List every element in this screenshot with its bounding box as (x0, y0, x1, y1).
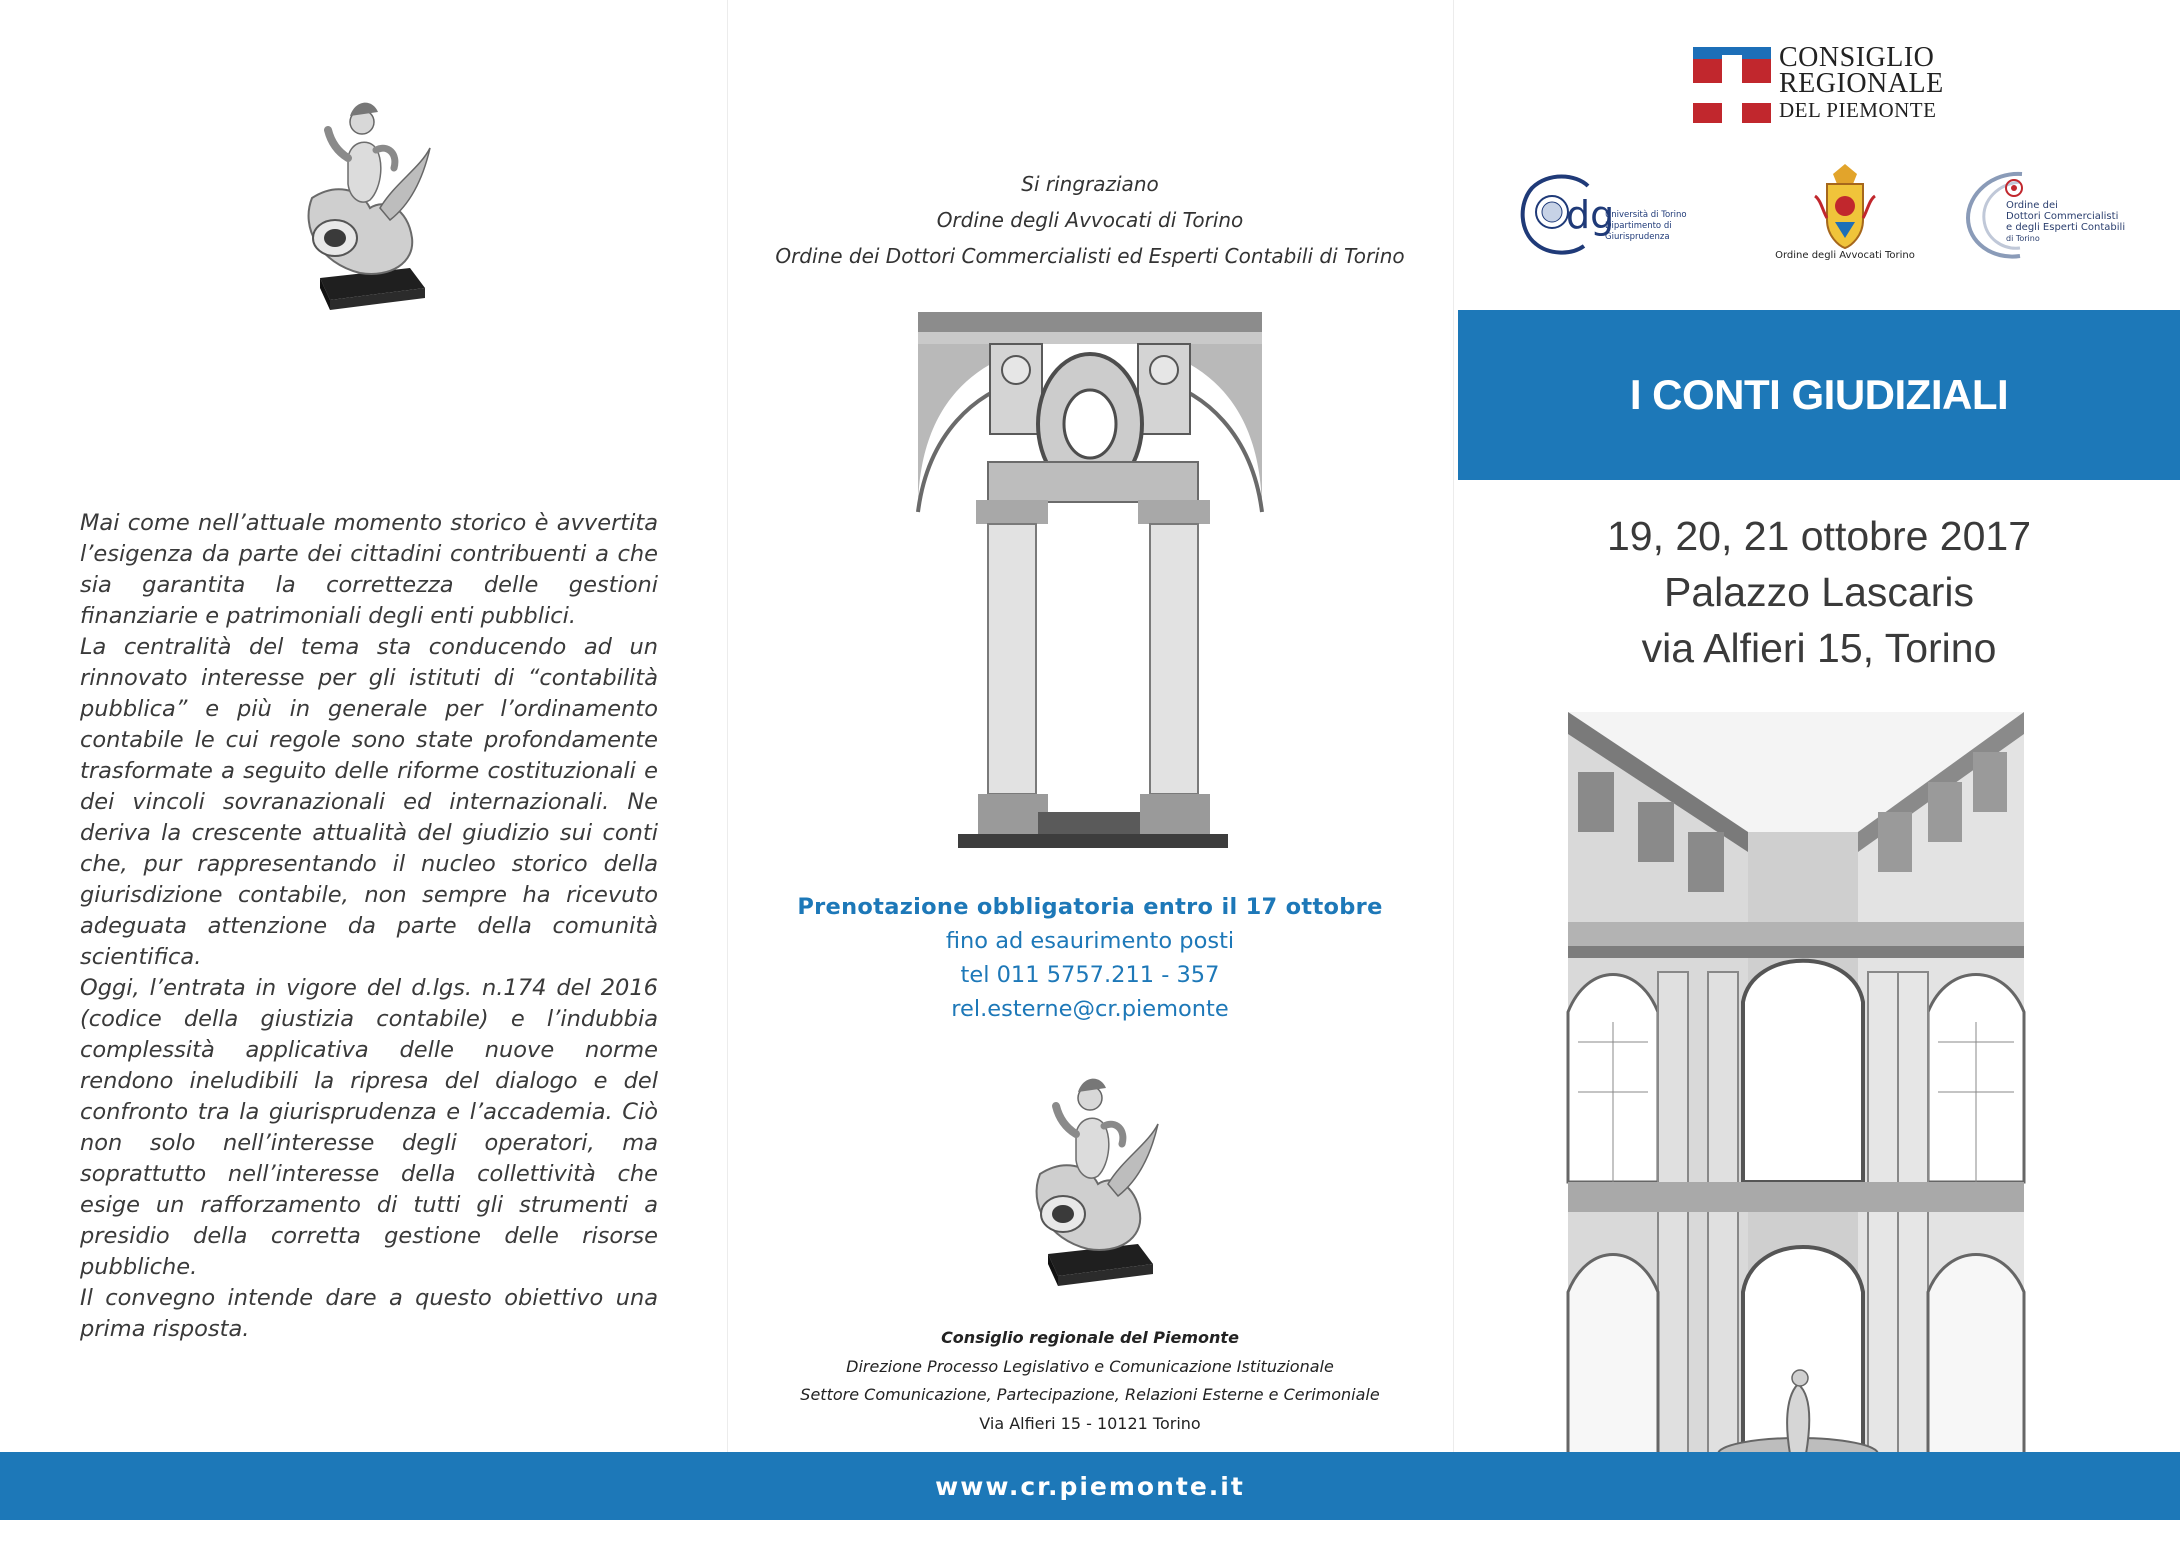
footer-bar (0, 1452, 2180, 1520)
consiglio-regionale-logo (1693, 42, 1953, 125)
dg-university-logo (1518, 172, 1738, 256)
event-info (1458, 508, 2180, 676)
organizer-block (760, 1324, 1420, 1438)
thanks-commercialisti: Ordine dei Dottori Commercialisti ed Esperti Contabili di Torino (775, 244, 1405, 268)
organizer-name: Consiglio regionale del Piemonte (941, 1328, 1239, 1347)
event-dates: 19, 20, 21 ottobre 2017 (1606, 513, 2031, 559)
intro-paragraph-1: Mai come nell’attuale momento storico è avvertita l’esigenza da parte dei cittadini contribuenti a che sia garantita la correttezza delle gestioni finanziarie e patrimoniali degli enti pubblici. (80, 510, 658, 629)
fold-line-right (1453, 0, 1454, 1452)
booking-email[interactable]: rel.esterne@cr.piemonte (951, 996, 1229, 1022)
courtyard-photo-icon (1568, 712, 2024, 1482)
dg-mark: dg (1566, 193, 1615, 237)
avvocati-crest-icon (1765, 160, 1925, 250)
odc-line-3: e degli Esperti Contabili (2006, 222, 2126, 233)
title-banner (1458, 310, 2180, 480)
avvocati-logo (1765, 160, 1925, 270)
arcade-photo-icon (918, 312, 1262, 852)
dg-university-name: Università di Torino (1605, 210, 1687, 220)
event-address: via Alfieri 15, Torino (1641, 625, 1997, 671)
fountain-statue-icon (290, 88, 440, 312)
event-title: I CONTI GIUDIZIALI (1629, 371, 2009, 418)
booking-phone[interactable]: tel 011 5757.211 - 357 (960, 962, 1220, 988)
organizer-direction: Direzione Processo Legislativo e Comunicazione Istituzionale (846, 1356, 1334, 1376)
thanks-heading: Si ringraziano (1021, 172, 1159, 196)
odc-line-2: Dottori Commercialisti (2006, 211, 2119, 222)
dg-seal-icon (1518, 172, 1615, 256)
fold-line-left (727, 0, 728, 1452)
piemonte-flag-icon (1693, 47, 1771, 123)
commercialisti-logo (1962, 166, 2132, 262)
avvocati-caption: Ordine degli Avvocati Torino (1775, 250, 1915, 261)
event-venue: Palazzo Lascaris (1664, 569, 1974, 615)
intro-paragraph-3: Oggi, l’entrata in vigore del d.lgs. n.174 del 2016 (codice della giustizia contabile) e l’indubbia complessità applicativa delle nuove norme rendono ineludibili la ripresa del dialogo e del confronto tra la giurisprudenza e l’accademia. Ciò non solo nell’interesse degli operatori, ma soprattutto nell’interesse della collettività che esige un rafforzamento di tutti gli strumenti a presidio della corretta gestione delle risorse pubbliche. (80, 975, 658, 1280)
dg-department-name: Dipartimento di Giurisprudenza (1605, 221, 1672, 242)
footer-website-link[interactable]: www.cr.piemonte.it (935, 1471, 1245, 1501)
booking-block (760, 890, 1420, 1026)
logo-text-regionale: REGIONALE (1779, 68, 1944, 99)
intro-text (80, 508, 658, 1345)
thanks-block (760, 166, 1420, 274)
fountain-statue-icon (1018, 1064, 1168, 1288)
thanks-avvocati: Ordine degli Avvocati di Torino (936, 208, 1244, 232)
logo-text-piemonte: DEL PIEMONTE (1779, 98, 1937, 122)
organizer-address: Via Alfieri 15 - 10121 Torino (979, 1413, 1201, 1433)
logo-text-consiglio: CONSIGLIO (1779, 42, 1935, 73)
intro-paragraph-4: Il convegno intende dare a questo obiettivo una prima risposta. (80, 1285, 658, 1342)
odc-line-1: Ordine dei (2006, 200, 2058, 211)
booking-headline: Prenotazione obbligatoria entro il 17 ottobre (797, 894, 1383, 920)
odc-line-4: di Torino (2006, 234, 2040, 243)
organizer-sector: Settore Comunicazione, Partecipazione, Relazioni Esterne e Cerimoniale (800, 1385, 1380, 1404)
intro-paragraph-2: La centralità del tema sta conducendo ad un rinnovato interesse per gli istituti di “contabilità pubblica” e più in generale per l’ordinamento contabile le cui regole sono state profondamente trasformate a seguito delle riforme costituzionali e dei vincoli sovranazionali ed internazionali. Ne deriva la crescente attualità del giudizio sui conti che, pur rappresentando il nucleo storico della giurisdizione contabile, non sempre ha ricevuto adeguata attenzione da parte della comunità scientifica. (80, 634, 658, 970)
booking-seats: fino ad esaurimento posti (945, 928, 1235, 954)
